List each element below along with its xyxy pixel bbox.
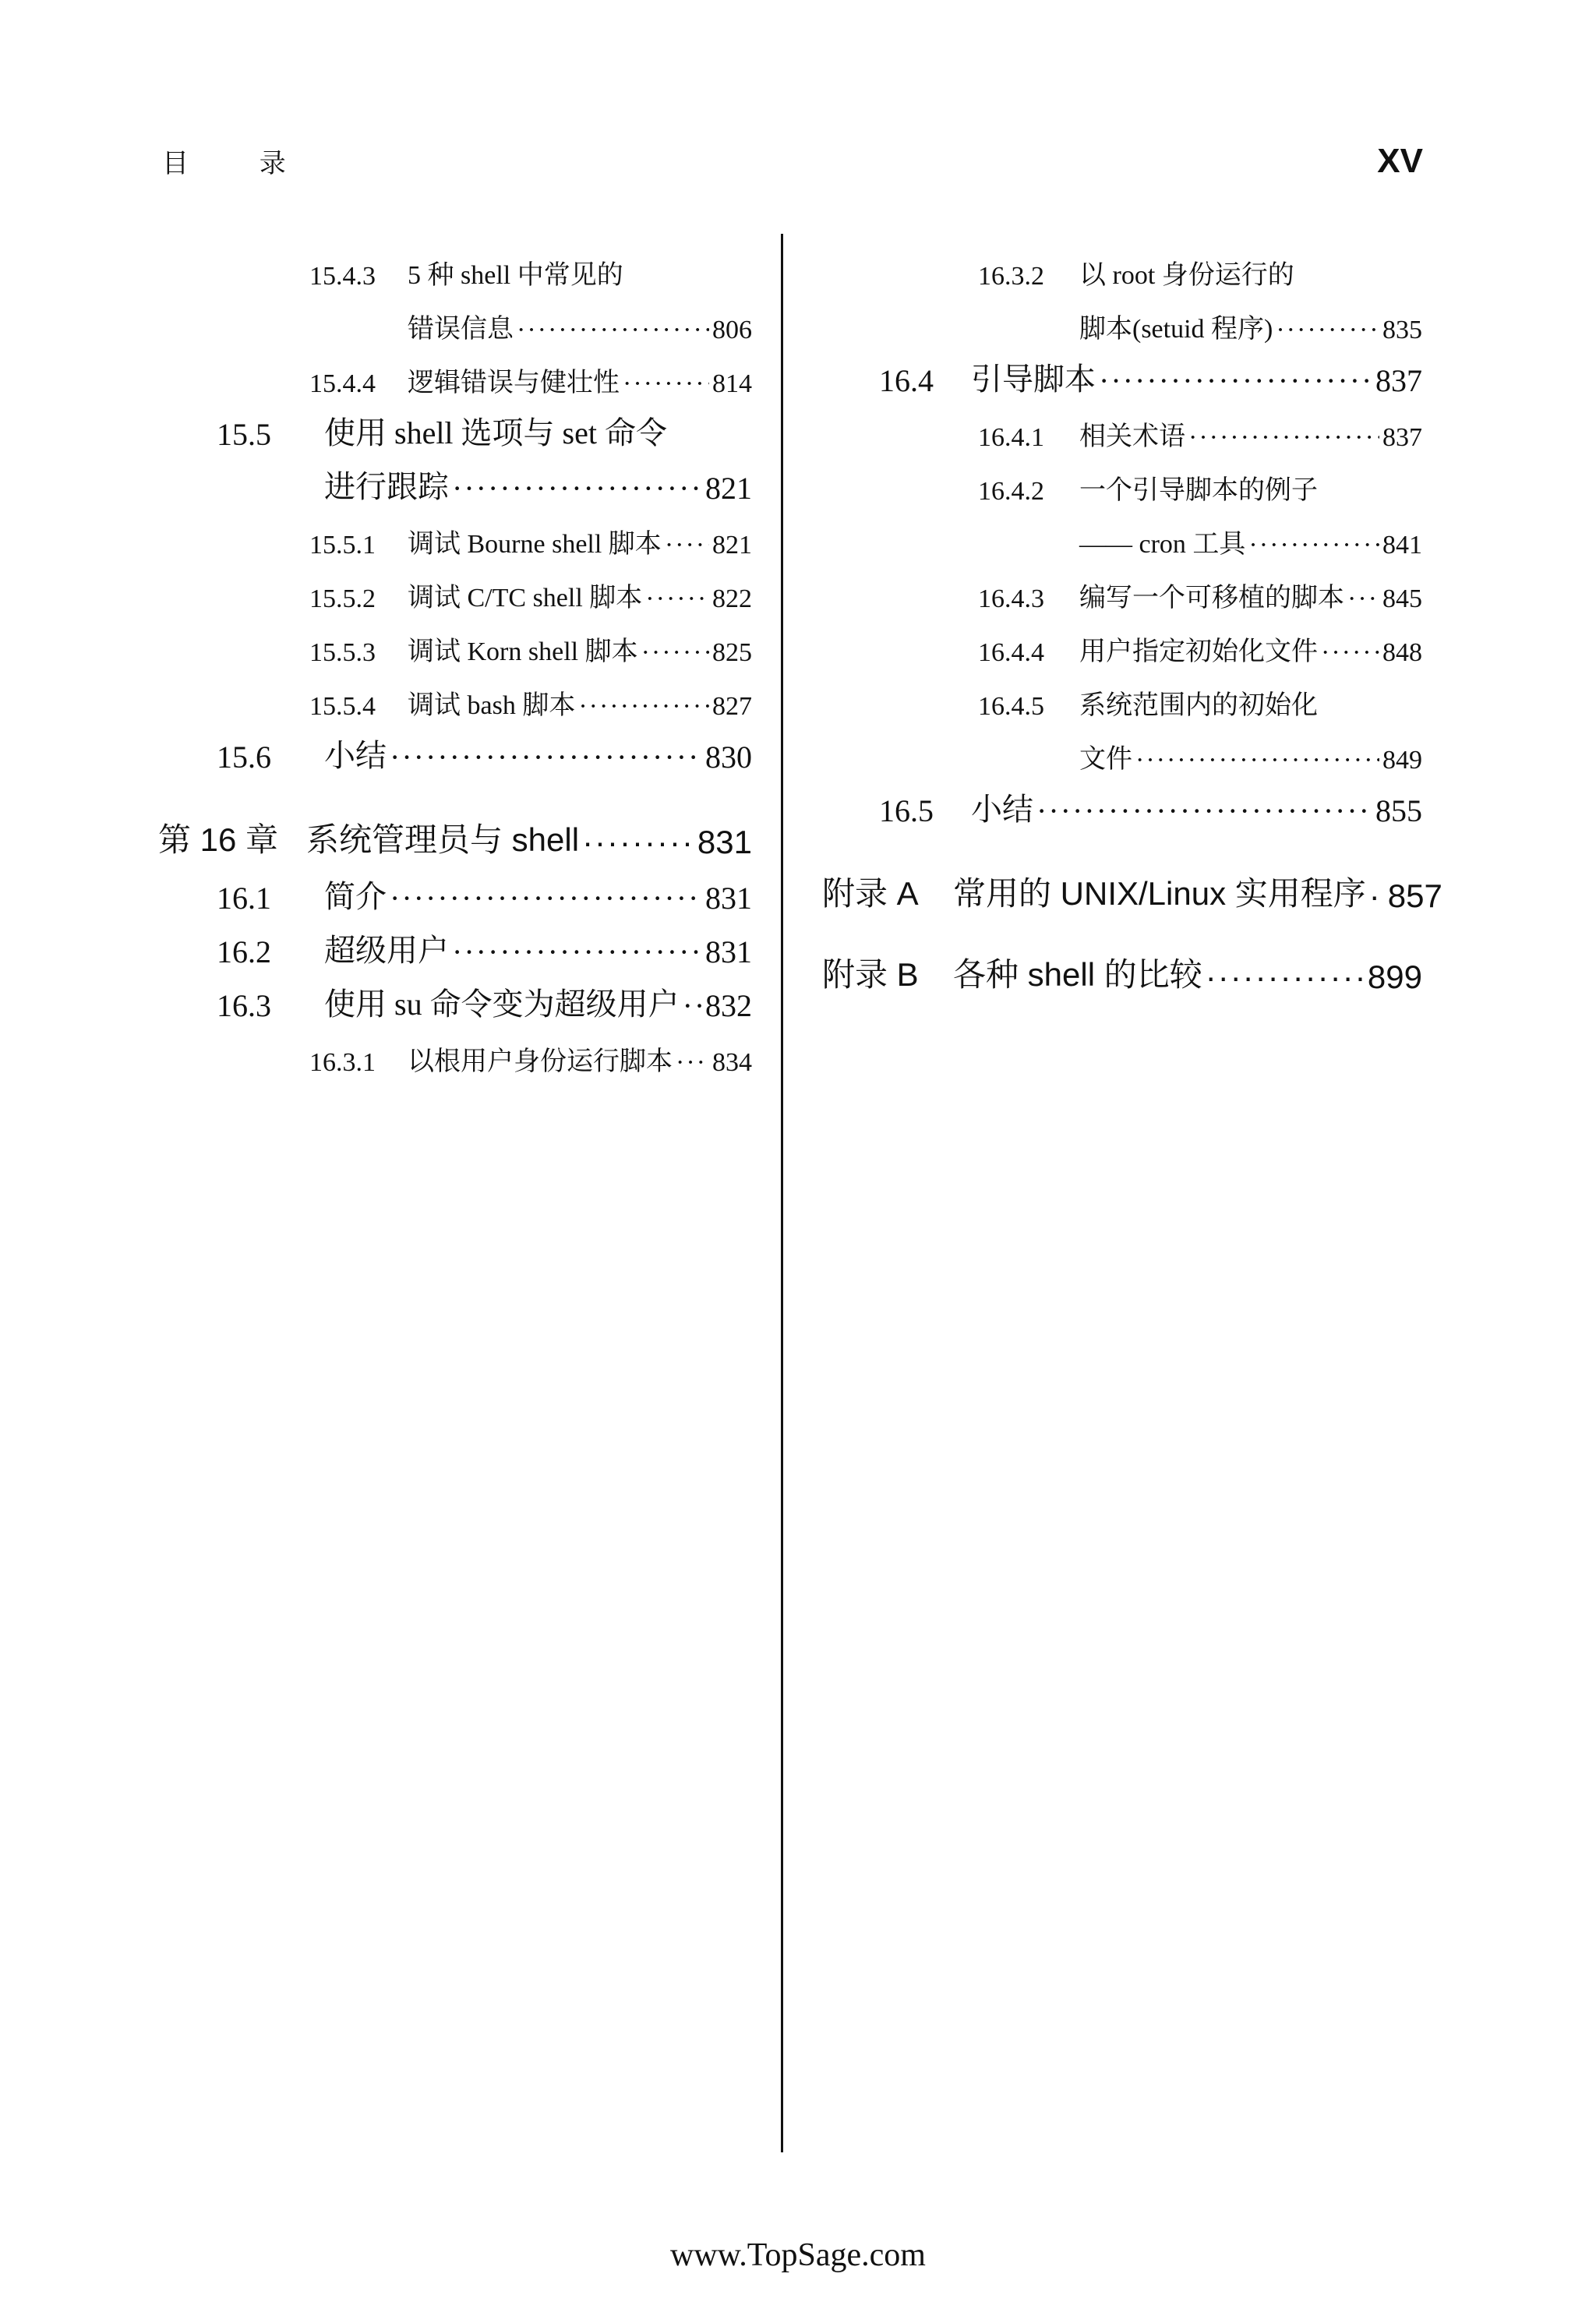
toc-entry xyxy=(156,668,752,722)
toc-entry-number: 16.4.3 xyxy=(978,584,1044,613)
toc-entry-title: 常用的 UNIX/Linux 实用程序 xyxy=(953,875,1366,912)
toc-entry xyxy=(156,614,752,668)
toc-page-number: 857 xyxy=(1387,877,1442,914)
toc-entry-number: 16.3 xyxy=(217,988,271,1023)
toc-page-number: 830 xyxy=(705,740,752,775)
toc-page-number: 834 xyxy=(712,1048,752,1077)
toc-entry xyxy=(156,722,752,775)
toc-entry xyxy=(822,614,1422,668)
toc-page-number: 855 xyxy=(1375,793,1422,828)
toc-entry-title: 各种 shell 的比较 xyxy=(953,956,1202,993)
toc-page-number: 845 xyxy=(1382,584,1422,613)
dot-leader xyxy=(623,369,709,399)
toc-entry-number: 16.4.4 xyxy=(978,638,1044,667)
toc-entry-title: 简介 xyxy=(324,879,387,914)
toc-entry-title-continued: 进行跟踪 xyxy=(324,469,449,504)
toc-entry-title-continued: 文件 xyxy=(1079,745,1132,774)
toc-entry xyxy=(822,399,1422,453)
dot-leader xyxy=(1369,877,1385,915)
toc-entry xyxy=(156,560,752,614)
dot-leader xyxy=(645,584,709,614)
toc-entry-number: 15.5.2 xyxy=(309,584,376,613)
toc-entry-title: 调试 Korn shell 脚本 xyxy=(408,637,638,666)
toc-entry-title: 系统管理员与 shell xyxy=(306,821,580,858)
toc-entry-title: 调试 C/TC shell 脚本 xyxy=(408,584,643,613)
toc-entry-title: 一个引导脚本的例子 xyxy=(1079,476,1318,505)
toc-entry xyxy=(822,291,1422,345)
toc-entry-number: 15.6 xyxy=(217,740,271,775)
toc-entry-number: 15.4.4 xyxy=(309,369,376,398)
dot-leader xyxy=(1036,793,1372,829)
toc-entry-number: 16.3.1 xyxy=(309,1048,376,1077)
toc-entry-title: 5 种 shell 中常见的 xyxy=(408,261,623,290)
toc-entry-title: 调试 bash 脚本 xyxy=(408,691,576,720)
toc-entry-title: 编写一个可移植的脚本 xyxy=(1079,584,1344,613)
dot-leader xyxy=(683,987,702,1024)
dot-leader xyxy=(1206,959,1365,996)
toc-page-number: 821 xyxy=(705,471,752,506)
toc-entry-number: 15.5 xyxy=(217,417,271,452)
toc-entry-title-continued: 错误信息 xyxy=(408,315,514,344)
toc-entry xyxy=(822,722,1422,775)
toc-entry xyxy=(822,345,1422,399)
toc-entry-number: 16.2 xyxy=(217,934,271,969)
toc-entry-number: 16.1 xyxy=(217,881,271,916)
toc-entry-number: 附录 A xyxy=(822,875,919,912)
dot-leader xyxy=(452,470,702,507)
toc-entry-number: 附录 B xyxy=(822,956,919,993)
toc-entry-title: 使用 shell 选项与 set 命令 xyxy=(324,415,667,450)
toc-page-number: 822 xyxy=(712,584,752,613)
toc-entry-title: 超级用户 xyxy=(324,933,449,968)
page-number-roman: XV xyxy=(1377,142,1423,180)
toc-entry-number: 15.5.3 xyxy=(309,638,376,667)
dot-leader xyxy=(1135,746,1379,775)
toc-entry-number: 16.4.5 xyxy=(978,692,1044,721)
dot-leader xyxy=(1248,531,1379,560)
toc-entry xyxy=(156,970,752,1024)
toc-page-number: 899 xyxy=(1367,959,1422,995)
footer-url: www.TopSage.com xyxy=(670,2237,926,2273)
toc-entry xyxy=(156,399,752,453)
dot-leader xyxy=(1099,362,1372,399)
toc-entry-number: 16.5 xyxy=(879,793,934,828)
toc-page-number: 831 xyxy=(705,934,752,969)
dot-leader xyxy=(1321,638,1379,668)
toc-entry xyxy=(156,345,752,399)
toc-entry-title: 小结 xyxy=(324,738,387,773)
toc-entry xyxy=(156,291,752,345)
column-divider xyxy=(781,234,783,2152)
toc-right-column xyxy=(822,238,1442,996)
toc-page-number: 831 xyxy=(705,881,752,916)
toc-page-number: 814 xyxy=(712,369,752,398)
toc-entry-title-continued: 脚本(setuid 程序) xyxy=(1079,315,1273,344)
dot-leader xyxy=(578,692,709,722)
toc-entry-number: 15.5.4 xyxy=(309,692,376,721)
toc-entry xyxy=(156,453,752,507)
toc-entry-title: 小结 xyxy=(971,792,1033,827)
toc-entry xyxy=(156,794,752,861)
toc-page-number: 837 xyxy=(1382,423,1422,452)
dot-leader xyxy=(1188,423,1379,453)
toc-entry xyxy=(822,560,1422,614)
toc-entry-number: 15.5.1 xyxy=(309,531,376,560)
toc-entry-number: 16.4 xyxy=(879,363,934,398)
toc-entry-title: 引导脚本 xyxy=(971,362,1096,397)
toc-entry-title: 系统范围内的初始化 xyxy=(1079,691,1318,720)
toc-entry-number: 15.4.3 xyxy=(309,262,376,291)
toc-page-number: 825 xyxy=(712,638,752,667)
toc-entry xyxy=(822,668,1422,722)
toc-entry xyxy=(822,834,1442,915)
toc-entry-number: 第 16 章 xyxy=(158,821,279,858)
toc-page-number: 831 xyxy=(697,824,752,860)
toc-page-number: 827 xyxy=(712,692,752,721)
dot-leader xyxy=(517,316,709,345)
toc-page-number: 835 xyxy=(1382,316,1422,344)
dot-leader xyxy=(641,638,709,668)
toc-page-number: 837 xyxy=(1375,363,1422,398)
toc-entry xyxy=(822,775,1422,829)
dot-leader xyxy=(1276,316,1379,345)
toc-page-number: 848 xyxy=(1382,638,1422,667)
toc-entry xyxy=(822,238,1422,291)
dot-leader xyxy=(665,531,709,560)
toc-entry xyxy=(822,453,1422,507)
toc-entry-title: 相关术语 xyxy=(1079,422,1185,451)
dot-leader xyxy=(582,824,694,861)
toc-left-column xyxy=(156,238,752,1078)
toc-entry-title: 调试 Bourne shell 脚本 xyxy=(408,530,662,559)
running-header-title: 目 录 xyxy=(162,148,317,179)
dot-leader xyxy=(1347,584,1379,614)
toc-entry xyxy=(822,915,1422,996)
toc-entry-title: 逻辑错误与健壮性 xyxy=(408,369,620,397)
dot-leader xyxy=(452,934,702,970)
toc-entry xyxy=(156,238,752,291)
toc-entry xyxy=(156,863,752,916)
toc-entry-number: 16.4.2 xyxy=(978,477,1044,506)
dot-leader xyxy=(390,739,702,775)
toc-page-number: 832 xyxy=(705,988,752,1023)
toc-page-number: 841 xyxy=(1382,531,1422,560)
toc-page-number: 821 xyxy=(712,531,752,560)
toc-entry xyxy=(822,507,1422,560)
toc-entry-title: 使用 su 命令变为超级用户 xyxy=(324,987,680,1022)
toc-entry-title-continued: —— cron 工具 xyxy=(1079,530,1246,559)
toc-entry-number: 16.4.1 xyxy=(978,423,1044,452)
toc-entry xyxy=(156,507,752,560)
toc-entry-number: 16.3.2 xyxy=(978,262,1044,291)
toc-entry xyxy=(156,1024,752,1078)
toc-entry xyxy=(156,916,752,970)
toc-page-number: 806 xyxy=(712,316,752,344)
toc-entry-title: 以 root 身份运行的 xyxy=(1079,261,1294,290)
dot-leader xyxy=(676,1048,709,1078)
dot-leader xyxy=(390,880,702,916)
toc-entry-title: 以根用户身份运行脚本 xyxy=(408,1047,673,1076)
toc-page-number: 849 xyxy=(1382,746,1422,775)
toc-entry-title: 用户指定初始化文件 xyxy=(1079,637,1318,666)
